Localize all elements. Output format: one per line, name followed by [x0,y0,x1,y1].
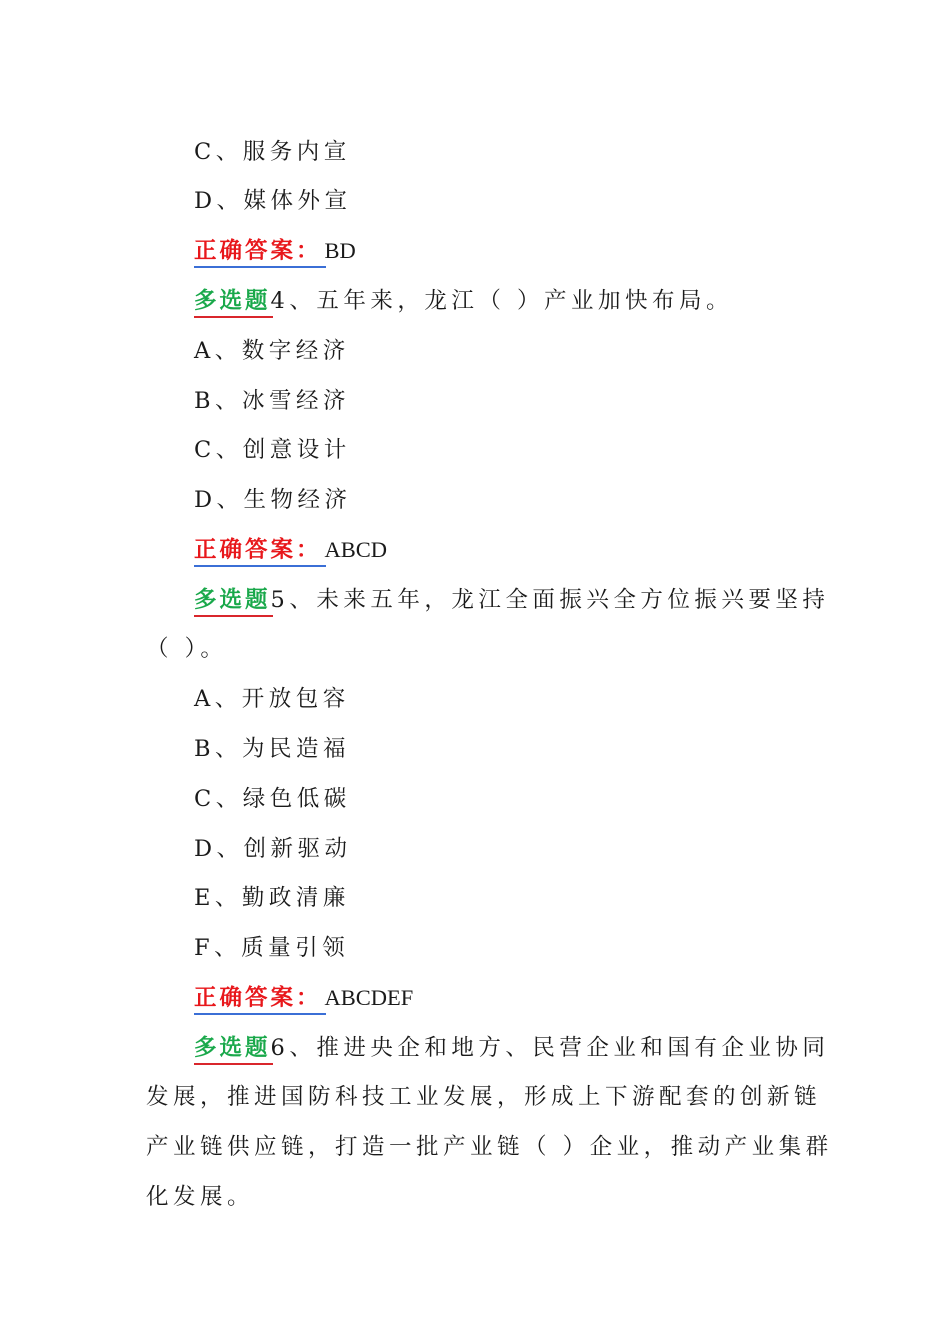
question-type-label: 多选题 [194,281,271,321]
answer-label: 正确答案： [194,530,322,570]
option-q5-a: A、开放包容 [194,686,350,712]
option-q5-b: B、为民造福 [194,736,351,762]
option-q4-b: B、冰雪经济 [194,388,351,414]
option-q4-c: C、创意设计 [194,437,351,463]
question-type-label: 多选题 [194,580,271,620]
question-type-label: 多选题 [194,1028,271,1068]
question-6-stem-cont: 发展，推进国防科技工业发展，形成上下游配套的创新链 [146,1084,822,1110]
answer-q5 [194,978,413,1018]
option-q3-c: C、服务内宣 [194,139,351,165]
answer-q3 [194,231,356,271]
question-text: 6、推进央企和地方、民营企业和国有企业协同 [270,1035,830,1061]
option-q4-d: D、生物经济 [194,487,352,513]
question-text: 4、五年来，龙江（ ）产业加快布局。 [270,288,733,314]
answer-value: BD [324,238,356,263]
option-q4-a: A、数字经济 [194,338,350,364]
answer-value: ABCD [324,537,388,562]
option-q5-d: D、创新驱动 [194,836,352,862]
question-5-stem-cont: （ ）。 [146,636,228,662]
question-text: 5、未来五年，龙江全面振兴全方位振兴要坚持 [270,587,830,613]
question-6-stem [194,1028,829,1068]
option-q3-d: D、媒体外宣 [194,188,352,214]
option-q5-c: C、绿色低碳 [194,786,351,812]
answer-value: ABCDEF [324,985,414,1010]
answer-q4 [194,530,387,570]
question-6-stem-cont: 产业链供应链，打造一批产业链（ ）企业，推动产业集群 [146,1134,833,1160]
option-q5-f: F、质量引领 [194,935,350,961]
question-5-stem [194,580,829,620]
answer-label: 正确答案： [194,978,322,1018]
answer-label: 正确答案： [194,231,322,271]
option-q5-e: E、勤政清廉 [194,885,350,911]
question-6-stem-cont: 化发展。 [146,1184,255,1210]
question-4-stem [194,281,733,321]
